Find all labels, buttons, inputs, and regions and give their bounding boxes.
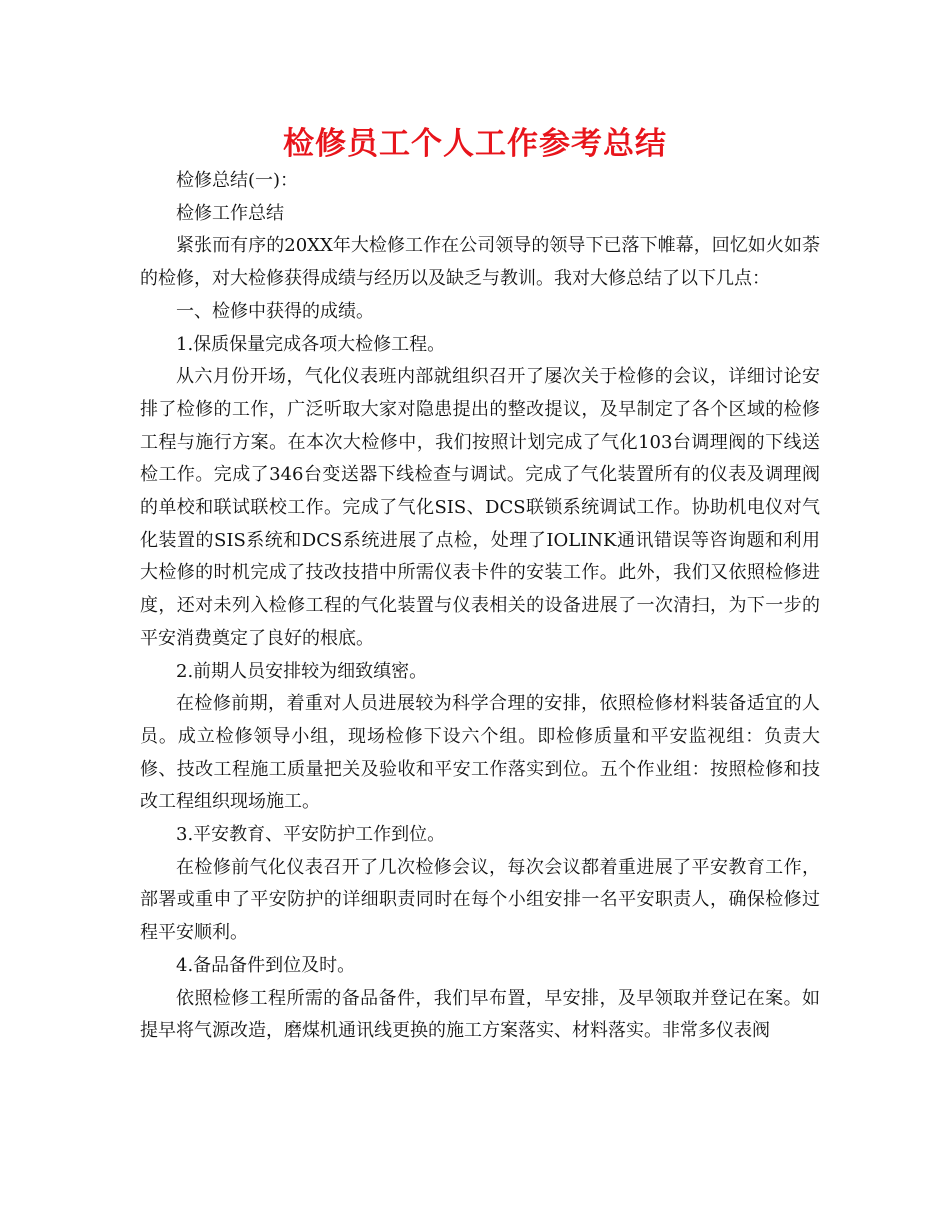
paragraph-item-3-heading: 3.平安教育、平安防护工作到位。 (176, 824, 446, 846)
paragraph-item-4-heading: 4.备品备件到位及时。 (176, 954, 356, 976)
paragraph-section-heading: 检修总结(一)： (176, 170, 299, 191)
document-body (140, 165, 820, 1048)
paragraph-heading-achievements: 一、检修中获得的成绩。 (176, 300, 374, 322)
paragraph-item-4-body: 依照检修工程所需的备品备件，我们早布置，早安排，及早领取并登记在案。如提早将气源改造，磨煤机通讯线更换的施工方案落实、材料落实。非常多仪表阀 (140, 987, 820, 1042)
paragraph-item-1-body: 从六月份开场，气化仪表班内部就组织召开了屡次关于检修的会议，详细讨论安排了检修的工作，广泛听取大家对隐患提出的整改提议，及早制定了各个区域的检修工程与施行方案。在本次大检修中，我们按照计划完成了气化103台调理阀的下线送检工作。完成了346台变送器下线检查与调试。完成了气化装置所有的仪表及调理阀的单校和联试联校工作。完成了气化SIS、DCS联锁系统调试工作。协助机电仪对气化装置的SIS系统和DCS系统进展了点检，处理了IOLINK通讯错误等咨询题和利用大检修的时机完成了技改技措中所需仪表卡件的安装工作。此外，我们又依照检修进度，还对未列入检修工程的气化装置与仪表相关的设备进展了一次清扫，为下一步的平安消费奠定了良好的根底。 (140, 366, 820, 649)
paragraph-item-2-heading: 2.前期人员安排较为细致缜密。 (176, 660, 428, 682)
document-title: 检修员工个人工作参考总结 (283, 126, 667, 162)
paragraph-item-2-body: 在检修前期，着重对人员进展较为科学合理的安排，依照检修材料装备适宜的人员。成立检修领导小组，现场检修下设六个组。即检修质量和平安监视组：负责大修、技改工程施工质量把关及验收和平安工作落实到位。五个作业组：按照检修和技改工程组织现场施工。 (140, 693, 820, 813)
paragraph-intro: 紧张而有序的20XX年大检修工作在公司领导的领导下已落下帷幕，回忆如火如荼的检修，对大检修获得成绩与经历以及缺乏与教训。我对大修总结了以下几点： (140, 235, 820, 290)
paragraph-item-1-heading: 1.保质保量完成各项大检修工程。 (176, 333, 446, 355)
paragraph-item-3-body: 在检修前气化仪表召开了几次检修会议，每次会议都着重进展了平安教育工作，部署或重申了平安防护的详细职责同时在每个小组安排一名平安职责人，确保检修过程平安顺利。 (140, 856, 820, 944)
paragraph-subheading: 检修工作总结 (176, 202, 284, 224)
